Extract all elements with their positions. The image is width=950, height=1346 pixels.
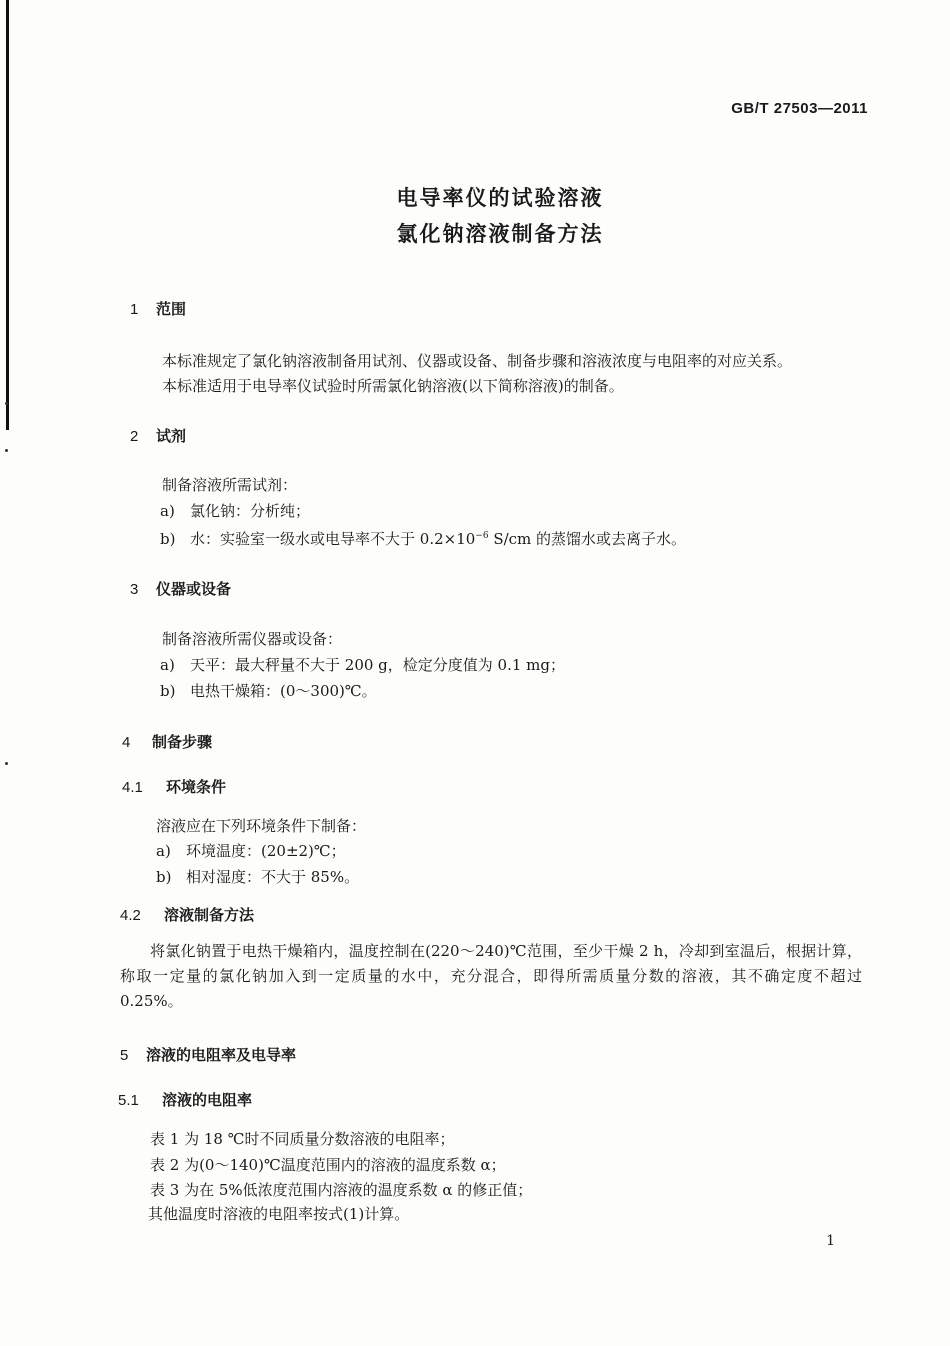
item-superscript: −6 bbox=[475, 531, 489, 541]
section-number: 2 bbox=[130, 428, 139, 445]
section-title: 试剂 bbox=[156, 427, 187, 445]
section-number: 3 bbox=[130, 581, 139, 598]
section-2-heading bbox=[130, 425, 186, 446]
section-number: 4 bbox=[122, 734, 131, 751]
item-text: 天平：最大秤量不大于 200 g，检定分度值为 0.1 mg； bbox=[190, 656, 565, 674]
section-number: 5 bbox=[120, 1047, 129, 1064]
scan-dot bbox=[5, 762, 8, 765]
resistivity-line-4: 其他温度时溶液的电阻率按式(1)计算。 bbox=[148, 1205, 410, 1223]
reagent-item-b bbox=[160, 528, 686, 549]
item-label: a) bbox=[156, 842, 171, 860]
section-title: 溶液制备方法 bbox=[164, 906, 255, 924]
scan-dot bbox=[5, 449, 8, 452]
section-number: 1 bbox=[130, 301, 139, 318]
section-title: 溶液的电阻率 bbox=[162, 1091, 253, 1109]
reagents-intro: 制备溶液所需试剂： bbox=[162, 476, 298, 494]
section-title: 仪器或设备 bbox=[156, 580, 232, 598]
section-title: 溶液的电阻率及电导率 bbox=[146, 1046, 297, 1064]
item-label: a) bbox=[160, 656, 175, 674]
item-label: b) bbox=[156, 868, 172, 886]
item-text: 环境温度：(20±2)℃； bbox=[186, 842, 346, 860]
section-number: 5.1 bbox=[118, 1092, 139, 1109]
doc-title-line1: 电导率仪的试验溶液 bbox=[396, 186, 604, 210]
doc-title-line2: 氯化钠溶液制备方法 bbox=[396, 222, 604, 246]
scope-para-1: 本标准规定了氯化钠溶液制备用试剂、仪器或设备、制备步骤和溶液浓度与电阻率的对应关系。 bbox=[162, 352, 793, 370]
standard-code: GB/T 27503—2011 bbox=[731, 100, 868, 117]
env-item-a bbox=[156, 840, 346, 861]
section-4-1-heading bbox=[122, 776, 226, 797]
reagent-item-a bbox=[160, 500, 310, 521]
item-text: 氯化钠：分析纯； bbox=[190, 502, 311, 520]
section-5-heading bbox=[120, 1044, 296, 1065]
item-label: a) bbox=[160, 502, 175, 520]
item-text: S/cm 的蒸馏水或去离子水。 bbox=[488, 530, 687, 548]
section-3-heading bbox=[130, 578, 231, 599]
section-number: 4.2 bbox=[120, 907, 141, 924]
section-title: 制备步骤 bbox=[152, 733, 213, 751]
section-title: 范围 bbox=[156, 300, 187, 318]
section-1-heading bbox=[130, 298, 186, 319]
equipment-intro: 制备溶液所需仪器或设备： bbox=[162, 630, 343, 648]
equipment-item-a bbox=[160, 654, 565, 675]
env-intro: 溶液应在下列环境条件下制备： bbox=[156, 817, 367, 835]
section-number: 4.1 bbox=[122, 779, 143, 796]
section-5-1-heading bbox=[118, 1089, 252, 1110]
resistivity-line-2: 表 2 为(0～140)℃温度范围内的溶液的温度系数 α； bbox=[150, 1156, 506, 1174]
scan-edge-mark bbox=[6, 0, 9, 430]
resistivity-line-3: 表 3 为在 5%低浓度范围内溶液的温度系数 α 的修正值； bbox=[150, 1181, 533, 1199]
preparation-method-para: 将氯化钠置于电热干燥箱内，温度控制在(220～240)℃范围，至少干燥 2 h，冷却到室温后，根据计算，称取一定量的氯化钠加入到一定质量的水中，充分混合，即得所需质量分数的溶液，其不确定度不超过 0.25%。 bbox=[120, 942, 862, 1010]
section-title: 环境条件 bbox=[166, 778, 227, 796]
equipment-item-b bbox=[160, 680, 377, 701]
env-item-b bbox=[156, 866, 359, 887]
page-number: 1 bbox=[826, 1233, 835, 1249]
item-label: b) bbox=[160, 530, 176, 548]
item-text: 电热干燥箱：(0～300)℃。 bbox=[190, 682, 377, 700]
item-text: 相对湿度：不大于 85%。 bbox=[186, 868, 360, 886]
resistivity-line-1: 表 1 为 18 ℃时不同质量分数溶液的电阻率； bbox=[150, 1130, 455, 1148]
section-4-2-heading bbox=[120, 904, 254, 925]
scope-para-2: 本标准适用于电导率仪试验时所需氯化钠溶液(以下简称溶液)的制备。 bbox=[162, 377, 624, 395]
scan-dot bbox=[5, 402, 8, 405]
section-4-heading bbox=[122, 731, 212, 752]
item-text: 水：实验室一级水或电导率不大于 0.2×10 bbox=[190, 530, 476, 548]
item-label: b) bbox=[160, 682, 176, 700]
